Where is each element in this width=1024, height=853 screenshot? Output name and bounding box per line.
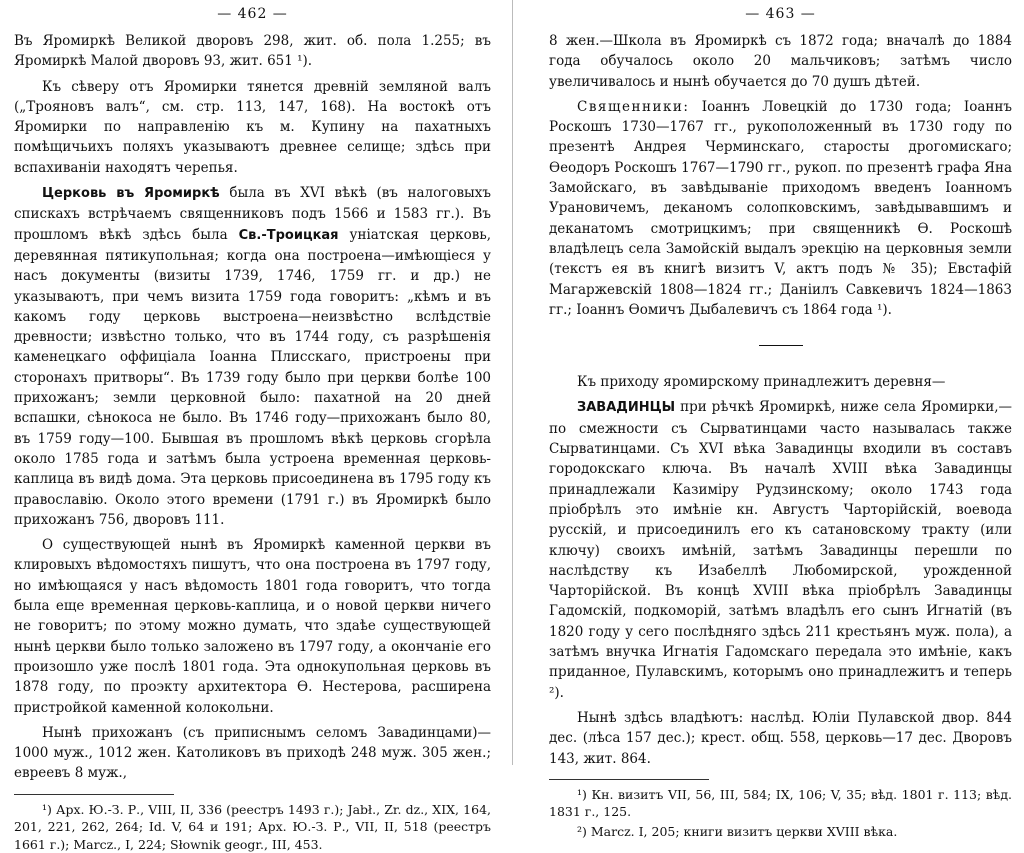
section-heading-church: Церковь въ Яромиркѣ bbox=[42, 186, 220, 202]
zavadintsy-text: при рѣчкѣ Яромиркѣ, ниже села Яромирки,—по смежности съ Сырватинцами часто называлась также Сырватинцами. Съ XVI вѣка Завадинцы входили въ составъ городокскаго ключа. Въ началѣ XVIII вѣка Завадинцы принадлежали Казиміру Рудзинскому; около 1743 года пріобрѣлъ это имѣніе кн. Августъ Чарторійскій, воевода русскій, и присоединилъ его къ сатановскому тракту (или ключу) своихъ имѣній, затѣмъ Завадинцы перешли по наслѣдству къ Изабеллѣ Любомирской, урожденной Чарторійской. Въ концѣ XVIII вѣка пріобрѣлъ Завадинцы Гадомскій, подкоморій, затѣмъ владѣлъ его сынъ Игнатій (въ 1820 году у сего послѣдняго здѣсь 211 крестьянъ муж. пола), а затѣмъ внучка Игнатія Гадомскаго передала это имѣніе, какъ приданное, Пулавскимъ, которымъ оно принадлежитъ и теперь ²). bbox=[549, 399, 1012, 701]
church-history-text-b: уніатская церковь, деревянная пятикупольная; когда она построена—имѣющіеся у насъ документы (визиты 1739, 1746, 1759 гг. и др.) не указываютъ, при чемъ визита 1759 года говоритъ: „кѣмъ и въ какомъ году церковь выстроена—неизвѣстно вслѣдствіе древности; извѣстно только, что въ 1744 году, съ разрѣшенія каменецкаго оффиціала Іоанна Плисскаго, пристроены при сторонахъ притворы“. Въ 1739 году было при церкви болѣе 100 прихожанъ; земли церковной было: пахатной на 20 дней вспашки, сѣнокоса не было. Въ 1746 году—прихожанъ было 80, въ 1759 году—100. Бывшая въ прошломъ вѣкѣ церковь сгорѣла около 1785 года и затѣмъ была устроена временная церковь-каплица въ видѣ дома. Эта церковь присоединена въ 1795 году къ православію. Около этого времени (1791 г.) въ Яромиркѣ было прихожанъ 756, дворовъ 111. bbox=[14, 226, 491, 528]
footnote-462: ¹) Арх. Ю.-З. Р., VIII, II, 336 (реестръ 1493 г.); Jabł., Zr. dz., XIX, 164, 201, 221, 262, 264; Id. V, 64 и 191; Арх. Ю.-З. Р., VII, II, 518 (реестръ 1661 г.); Marcz., I, 224; Słownik geogr., III, 453. bbox=[14, 801, 491, 852]
paragraph-earthwork: Къ сѣверу отъ Яромирки тянется древній земляной валъ („Трояновъ валъ“, см. стр. 113, 147, 168). На востокѣ отъ Яромирки по направленію къ м. Купину на пахатныхъ помѣщичьихъ поляхъ указываютъ древнее селище; здѣсь при вспахиваніи находятъ черепья. bbox=[14, 78, 491, 176]
page-number-462: — 462 — bbox=[217, 6, 288, 22]
section-heading-zavadintsy: ЗАВАДИНЦЫ bbox=[577, 400, 676, 416]
paragraph-church-history bbox=[14, 183, 491, 530]
footnote-divider bbox=[549, 779, 709, 780]
footnote-463-1: ¹) Кн. визитъ VII, 56, III, 584; IX, 106; V, 35; вѣд. 1801 г. 113; вѣд. 1831 г., 125. bbox=[549, 786, 1012, 820]
paragraph-school: 8 жен.—Школа въ Яромиркѣ съ 1872 года; вначалѣ до 1884 года обучалось около 20 мальчиковъ; затѣмъ число увеличивалось и нынѣ обучается до 70 душъ дѣтей. bbox=[549, 33, 1012, 90]
paragraph-landholding: Нынѣ здѣсь владѣютъ: наслѣд. Юліи Пулавской двор. 844 дес. (лѣса 157 дес.); крест. общ. 558, церковь—17 дес. Дворовъ 143, жит. 864. bbox=[549, 709, 1012, 767]
paragraph-priests bbox=[549, 97, 1012, 320]
book-gutter bbox=[512, 0, 513, 765]
church-history-text-a: была въ XVI вѣкѣ (въ налоговыхъ спискахъ встрѣчаемъ священниковъ подъ 1566 и 1583 гг.). Въ прошломъ вѣкѣ здѣсь была bbox=[14, 185, 491, 243]
priests-text: Іоаннъ Ловецкій до 1730 года; Іоаннъ Роскошъ 1730—1767 гг., рукоположенный въ 1730 году по презентѣ Андрея Черминскаго, старосты дрогомискаго; Ѳеодоръ Роскошъ 1767—1790 гг., рукоп. по презентѣ графа Яна Замойскаго, въ завѣдываніе приходомъ введенъ Іоанномъ Урановичемъ, деканомъ солопковскимъ, завѣдывавшимъ и деканатомъ смотрицкимъ; при священникѣ Ѳ. Роскошѣ владѣлецъ села Замойскій выдалъ эрекцію на церковныя земли (текстъ ея въ книгѣ визитъ V, актъ подъ № 35); Евстафій Магаржевскій 1808—1824 гг.; Даніилъ Савкевичъ 1824—1863 гг.; Іоаннъ Ѳомичъ Дыбалевичъ съ 1864 года ¹). bbox=[549, 98, 1012, 318]
paragraph-stone-church: О существующей нынѣ въ Яромиркѣ каменной церкви въ клировыхъ вѣдомостяхъ пишутъ, что она построена въ 1797 году, но имѣющаяся у насъ вѣдомость 1801 года говоритъ, что тогда была еще временная церковь-каплица, и о новой церкви ничего не говоритъ; по этому можно думать, что здаѣе существующей нынѣ церкви было только заложено въ 1797 году, а окончаніе его произошло уже послѣ 1801 года. Эта однокупольная церковь въ 1878 году, по проэкту архитектора Ѳ. Нестерова, расширена пристройкой каменной колокольни. bbox=[14, 537, 491, 716]
footnote-463-2: ²) Marcz. I, 205; книги визитъ церкви XVIII вѣка. bbox=[577, 823, 898, 839]
page-number-463: — 463 — bbox=[745, 6, 816, 22]
left-page bbox=[0, 0, 505, 852]
section-divider bbox=[759, 345, 803, 346]
footnote-divider bbox=[14, 794, 174, 795]
right-page bbox=[527, 0, 1024, 839]
paragraph-households: Въ Яромиркѣ Великой дворовъ 298, жит. об. пола 1.255; въ Яромиркѣ Малой дворовъ 93, жит. 651 ¹). bbox=[14, 33, 491, 70]
paragraph-parishioners: Нынѣ прихожанъ (съ приписнымъ селомъ Завадинцами)—1000 муж., 1012 жен. Католиковъ въ приходѣ 248 муж. 305 жен.; евреевъ 8 муж., bbox=[14, 724, 491, 782]
church-name-trinity: Св.-Троицкая bbox=[238, 227, 339, 243]
section-heading-priests: Священники: bbox=[577, 98, 690, 115]
paragraph-village-intro: Къ приходу яромирскому принадлежитъ деревня— bbox=[577, 374, 946, 391]
paragraph-zavadintsy bbox=[549, 397, 1012, 702]
